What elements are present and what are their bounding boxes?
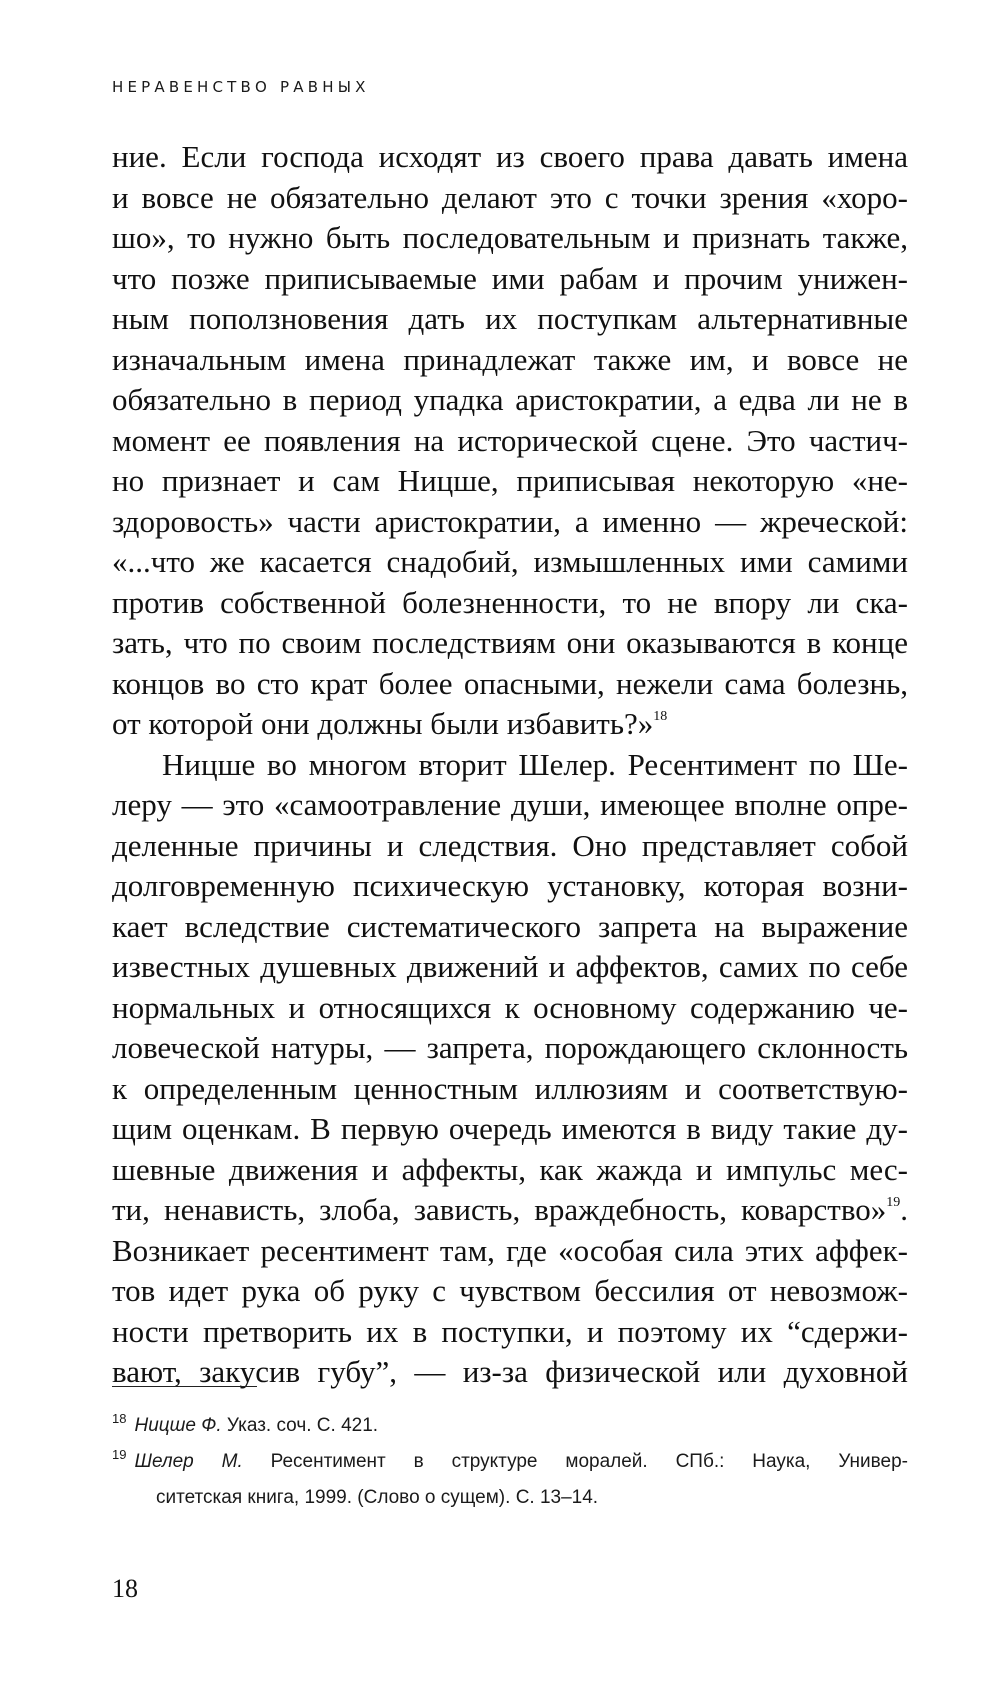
footnotes xyxy=(112,1408,908,1516)
text-line: момент ее появления на исторической сцене. Это частич- xyxy=(112,422,908,458)
text-line: кает вследствие систематического запрета на выражение xyxy=(112,908,908,944)
text-line: зать, что по своим последствиям они оказываются в конце xyxy=(112,625,908,660)
text-line: ние. Если господа исходят из своего права давать имена xyxy=(112,139,908,174)
text-line: шо», то нужно быть последовательным и признать также, xyxy=(112,220,908,255)
footnote-text: Ресентимент в структуре моралей. СПб.: Наука, Универ- xyxy=(242,1451,908,1472)
footnote-reference[interactable]: 18 xyxy=(653,709,668,724)
footnote-author: Шелер М. xyxy=(134,1451,243,1472)
text-line xyxy=(112,1190,908,1231)
text-fragment: . xyxy=(900,1192,908,1227)
footnote-item xyxy=(112,1408,908,1444)
text-line: долговременную психическую установку, которая возни- xyxy=(112,868,908,903)
text-fragment: ти, ненависть, злоба, зависть, враждебность, коварство» xyxy=(112,1192,887,1227)
text-line: что позже приписываемые ими рабам и прочим унижен- xyxy=(112,260,908,296)
text-line: «...что же касается снадобий, измышленных ими самими xyxy=(112,544,908,579)
running-head: НЕРАВЕНСТВО РАВНЫХ xyxy=(112,78,370,96)
footnote-continuation: ситетская книга, 1999. (Слово о сущем). С. 13–14. xyxy=(156,1487,599,1508)
footnote-number: 19 xyxy=(112,1447,127,1462)
text-line: Возникает ресентимент там, где «особая сила этих аффек- xyxy=(112,1232,908,1268)
text-line: Ницше во многом вторит Шелер. Ресентимент по Ше- xyxy=(162,746,908,782)
footnote-author: Ницше Ф. xyxy=(134,1415,222,1436)
page-number: 18 xyxy=(112,1574,138,1603)
text-line: концов во сто крат более опасными, нежели сама болезнь, xyxy=(112,665,908,701)
text-line: к определенным ценностным иллюзиям и соответствую- xyxy=(112,1070,908,1106)
footnote-text: Указ. соч. С. 421. xyxy=(221,1415,379,1436)
text-line: ности претворить их в поступки, и поэтому их “сдержи- xyxy=(112,1313,908,1349)
text-fragment: от которой они должны были избавить?» xyxy=(112,706,654,741)
text-line: ловеческой натуры, — запрета, порождающего склонность xyxy=(112,1030,908,1065)
text-line: леру — это «самоотравление души, имеющее вполне опре- xyxy=(112,787,908,822)
text-line: известных душевных движений и аффектов, самих по себе xyxy=(112,949,908,984)
text-line xyxy=(112,704,908,745)
body-text xyxy=(112,137,908,1393)
footnote-divider xyxy=(112,1386,257,1387)
text-line: но признает и сам Ницше, приписывая некоторую «не- xyxy=(112,463,908,498)
footnote-item xyxy=(112,1444,908,1480)
text-line: ным поползновения дать их поступкам альтернативные xyxy=(112,301,908,336)
text-line: и вовсе не обязательно делают это с точки зрения «хоро- xyxy=(112,179,908,215)
text-line: нормальных и относящихся к основному содержанию че- xyxy=(112,989,908,1025)
text-line: деленные причины и следствия. Оно представляет собой xyxy=(112,827,908,863)
footnote-number: 18 xyxy=(112,1411,127,1426)
text-line: шевные движения и аффекты, как жажда и импульс мес- xyxy=(112,1151,908,1187)
footnote-reference[interactable]: 19 xyxy=(886,1195,901,1210)
text-line: изначальным имена принадлежат также им, и вовсе не xyxy=(112,341,908,377)
text-line: тов идет рука об руку с чувством бессилия от невозмож- xyxy=(112,1273,908,1308)
text-line: обязательно в период упадка аристократии, а едва ли не в xyxy=(112,382,908,417)
text-line: против собственной болезненности, то не впору ли ска- xyxy=(112,584,908,620)
text-line: щим оценкам. В первую очередь имеются в виду такие ду- xyxy=(112,1111,908,1146)
text-line: здоровость» части аристократии, а именно — жреческой: xyxy=(112,503,908,539)
text-line: вают, закусив губу”, — из-за физической или духовной xyxy=(112,1354,908,1389)
